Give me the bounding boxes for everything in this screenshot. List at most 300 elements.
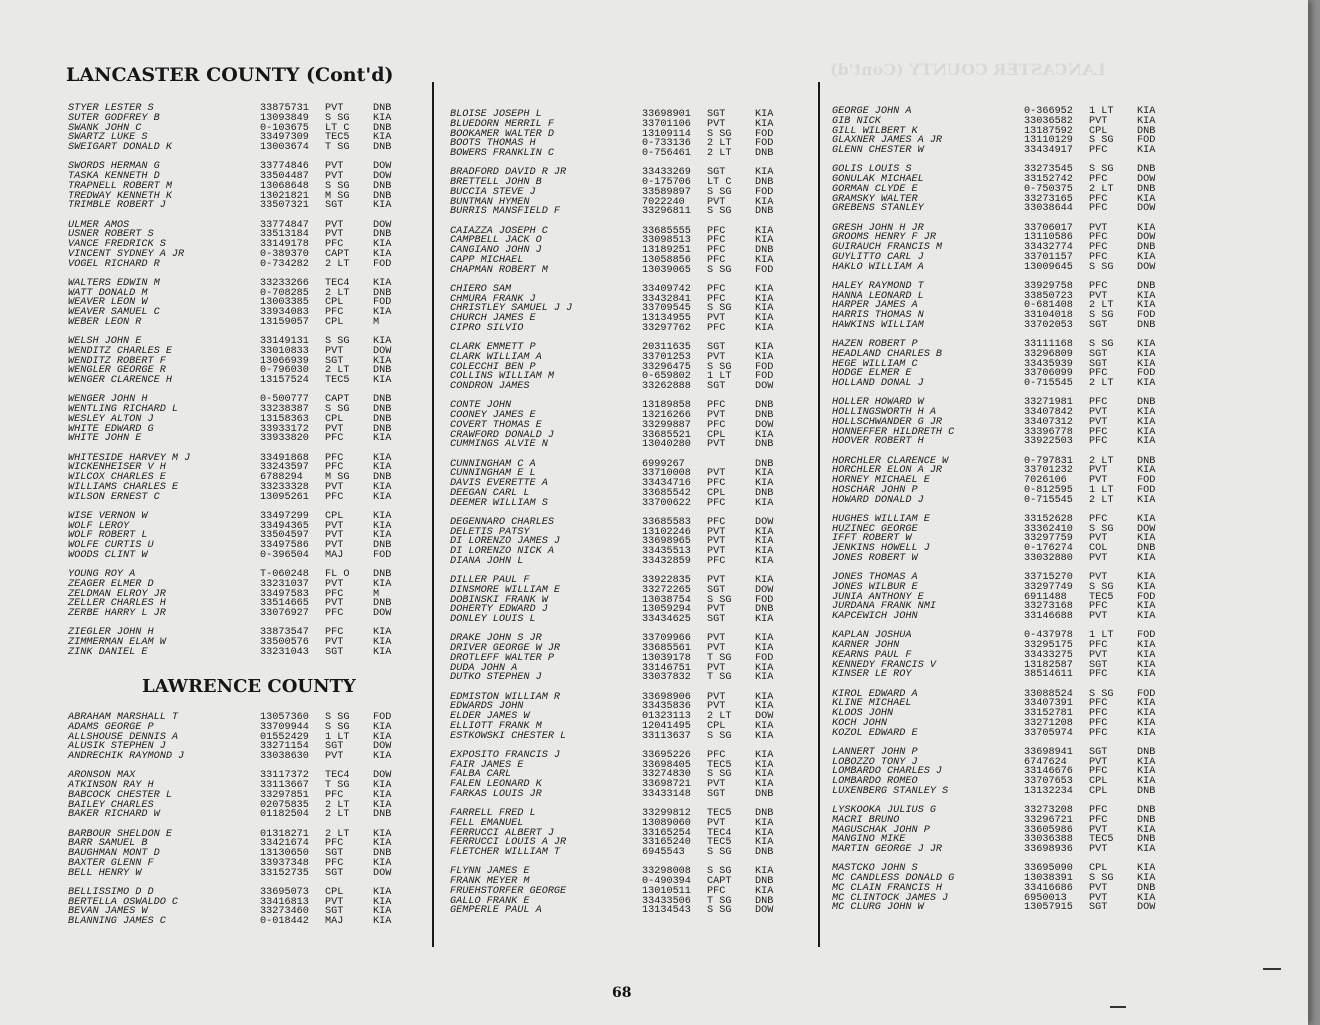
status-code: DNB	[373, 190, 392, 202]
serial-number: 13182587	[1024, 659, 1073, 671]
serial-number: 33685555	[642, 225, 691, 237]
status-code: KIA	[1137, 222, 1156, 234]
casualty-name: FARKAS LOUIS JR	[450, 788, 542, 800]
serial-number: 13040280	[642, 439, 691, 451]
status-code: KIA	[1137, 465, 1156, 477]
rank: PFC	[325, 838, 344, 850]
status-code: KIA	[1137, 193, 1156, 205]
serial-number: 33433506	[642, 895, 691, 907]
status-code: KIA	[755, 225, 774, 237]
rank: PVT	[707, 604, 726, 616]
casualty-name: ATKINSON RAY H	[68, 780, 154, 791]
casualty-name: DRIVER GEORGE W JR	[450, 643, 561, 654]
casualty-name: HALEY RAYMOND T	[832, 280, 924, 292]
rank: PVT	[707, 546, 726, 557]
serial-number: 33494365	[260, 520, 309, 532]
serial-number: 33272265	[642, 584, 691, 596]
rank: SGT	[325, 646, 344, 658]
casualty-name: GILL WILBERT K	[832, 125, 918, 137]
serial-number: 01552429	[260, 731, 309, 743]
rank: MAJ	[325, 549, 344, 561]
status-code: KIA	[373, 132, 392, 144]
status-code: DNB	[1137, 164, 1156, 176]
rank: 2 LT	[707, 148, 732, 159]
casualty-name: WHITE JOHN E	[68, 433, 142, 445]
rank: CPL	[707, 429, 726, 441]
rank: 2 LT	[325, 287, 350, 299]
serial-number: 13159057	[260, 316, 309, 328]
status-code: DNB	[1137, 242, 1156, 253]
serial-number: 33589897	[642, 186, 691, 198]
rank: PVT	[325, 229, 344, 241]
status-code: KIA	[373, 520, 392, 532]
casualty-name: DI LORENZO NICK A	[450, 546, 554, 557]
serial-number: 0-733136	[642, 138, 691, 150]
rank: PFC	[1089, 513, 1108, 525]
casualty-name: HODGE ELMER E	[832, 368, 912, 380]
casualty-name: HEGE WILLIAM C	[832, 358, 918, 370]
serial-number: 33507321	[260, 200, 309, 212]
casualty-name: GALLO FRANK E	[450, 895, 530, 907]
rank: PFC	[1089, 193, 1108, 205]
status-code: KIA	[755, 468, 774, 480]
rank: PVT	[325, 171, 344, 182]
casualty-name: BAXTER GLENN F	[68, 857, 154, 869]
casualty-name: DROTLEFF WALTER P	[450, 652, 554, 664]
status-code: DNB	[373, 404, 392, 415]
rank: CPL	[1089, 125, 1108, 137]
status-code: KIA	[755, 342, 774, 353]
status-code: KIA	[1137, 426, 1156, 438]
status-code: KIA	[755, 196, 774, 208]
rank: PVT	[325, 637, 344, 648]
status-code: KIA	[373, 530, 392, 542]
status-code: KIA	[373, 857, 392, 869]
serial-number: 33152742	[1024, 174, 1073, 185]
status-code: DNB	[373, 142, 392, 153]
status-code: KIA	[755, 769, 774, 781]
rank: PFC	[1089, 698, 1108, 710]
casualty-name: BLUEDORN MERRIL F	[450, 118, 554, 130]
rank: S SG	[1089, 581, 1114, 593]
casualty-name: TREDWAY KENNETH K	[68, 190, 172, 202]
casualty-name: ZEAGER ELMER D	[68, 578, 154, 590]
serial-number: 33435513	[642, 546, 691, 557]
casualty-name: ELDER JAMES W	[450, 711, 530, 722]
serial-number: 33152735	[260, 867, 309, 879]
rank: PVT	[707, 691, 726, 703]
status-code: DNB	[1137, 183, 1156, 195]
rank: T SG	[325, 142, 350, 153]
casualty-name: CUNNINGHAM E L	[450, 468, 536, 480]
casualty-name: HAZEN ROBERT P	[832, 339, 918, 350]
rank: PVT	[1089, 222, 1108, 234]
status-code: DNB	[1137, 746, 1156, 758]
serial-number: 33497299	[260, 510, 309, 522]
casualty-name: LYSKOOKA JULIUS G	[832, 805, 936, 816]
casualty-name: COLECCHI BEN P	[450, 361, 536, 373]
casualty-name: HOWARD DONALD J	[832, 494, 924, 506]
status-code: KIA	[1137, 533, 1156, 545]
rank: PVT	[1089, 844, 1108, 855]
rank: PVT	[325, 345, 344, 357]
serial-number: 33701253	[642, 351, 691, 363]
serial-number: 0-500777	[260, 394, 309, 406]
rank: LT C	[325, 122, 350, 134]
column-divider-right	[818, 82, 820, 947]
rank: MAJ	[325, 916, 344, 927]
rank: PVT	[325, 423, 344, 435]
rank: 2 LT	[707, 138, 732, 150]
serial-number: 33705974	[1024, 727, 1073, 739]
casualty-name: KENNEDY FRANCIS V	[832, 659, 936, 671]
status-code: DNB	[755, 604, 774, 616]
casualty-name: ADAMS GEORGE P	[68, 721, 154, 733]
casualty-name: SWORDS HERMAN G	[68, 161, 160, 173]
status-code: KIA	[755, 827, 774, 839]
status-code: KIA	[755, 109, 774, 120]
serial-number: 33497586	[260, 540, 309, 551]
status-code: FOD	[373, 297, 392, 309]
status-code: FOD	[1137, 368, 1156, 380]
serial-number: 0-715545	[1024, 378, 1073, 389]
rank: PFC	[325, 452, 344, 464]
rank: CPL	[1089, 776, 1108, 787]
status-code: DOW	[1137, 261, 1156, 273]
rank: 1 LT	[1089, 106, 1114, 117]
serial-number: 13109114	[642, 128, 691, 140]
casualty-name: BUCCIA STEVE J	[450, 186, 536, 198]
status-code: KIA	[755, 759, 774, 771]
serial-number: 33407391	[1024, 698, 1073, 710]
casualty-name: GIB NICK	[832, 115, 881, 127]
serial-number: 33273460	[260, 906, 309, 918]
serial-number: 33038630	[260, 751, 309, 762]
rank: PFC	[707, 235, 726, 247]
status-code: KIA	[373, 627, 392, 639]
casualty-name: LANNERT JOHN P	[832, 746, 918, 758]
serial-number: 33010833	[260, 345, 309, 357]
casualty-name: HAWKINS WILLIAM	[832, 319, 924, 331]
rank: M SG	[325, 472, 350, 483]
casualty-name: FALEN LEONARD K	[450, 779, 542, 790]
rank: SGT	[1089, 746, 1108, 758]
casualty-name: WENGLER GEORGE R	[68, 365, 166, 377]
casualty-name: GUIRAUCH FRANCIS M	[832, 242, 943, 253]
casualty-name: CUMMINGS ALVIE N	[450, 439, 548, 451]
serial-number: 13187592	[1024, 125, 1073, 137]
status-code: DNB	[755, 439, 774, 451]
status-code: KIA	[373, 780, 392, 791]
serial-number: 0-176274	[1024, 543, 1073, 554]
serial-number: 33098513	[642, 235, 691, 247]
serial-number: 33850723	[1024, 290, 1073, 302]
casualty-name: FERRUCCI LOUIS A JR	[450, 837, 567, 849]
casualty-name: WOODS CLINT W	[68, 549, 148, 561]
casualty-name: HUZINEC GEORGE	[832, 523, 918, 535]
rank: PFC	[1089, 232, 1108, 244]
rank: PFC	[707, 293, 726, 305]
rank: 2 LT	[1089, 300, 1114, 312]
rank: PFC	[707, 254, 726, 266]
casualty-name: MC CLURG JOHN W	[832, 902, 924, 914]
casualty-name: JONES ROBERT W	[832, 552, 918, 564]
status-code: KIA	[1137, 640, 1156, 651]
rank: CAPT	[325, 394, 350, 406]
serial-number: 13134543	[642, 905, 691, 917]
status-code: DNB	[373, 365, 392, 377]
rank: PFC	[1089, 601, 1108, 613]
status-code: DNB	[755, 876, 774, 887]
rank: PFC	[325, 491, 344, 503]
serial-number: 33702053	[1024, 319, 1073, 331]
serial-number: 33698405	[642, 759, 691, 771]
rank: PFC	[707, 245, 726, 256]
casualty-name: MANGINO MIKE	[832, 834, 906, 846]
serial-number: 33491868	[260, 452, 309, 464]
casualty-name: DUTKO STEPHEN J	[450, 672, 542, 684]
rank: PVT	[325, 598, 344, 610]
casualty-name: BAUGHMAN MONT D	[68, 848, 160, 859]
casualty-name: ESTKOWSKI CHESTER L	[450, 730, 567, 742]
rank: 2 LT	[1089, 183, 1114, 195]
casualty-name: HUGHES WILLIAM E	[832, 513, 930, 525]
casualty-name: STYER LESTER S	[68, 103, 154, 114]
serial-number: 33433269	[642, 167, 691, 179]
rank: S SG	[1089, 310, 1114, 321]
serial-number: 33774846	[260, 161, 309, 173]
casualty-name: KEARNS PAUL F	[832, 649, 912, 661]
casualty-name: MAGUSCHAK JOHN P	[832, 824, 930, 836]
serial-number: 13189858	[642, 400, 691, 412]
serial-number: 33088524	[1024, 688, 1073, 700]
casualty-name: JONES WILBUR E	[832, 581, 918, 593]
serial-number: 33295175	[1024, 640, 1073, 651]
serial-number: 33709966	[642, 633, 691, 645]
rank: PFC	[325, 462, 344, 474]
rank: SGT	[1089, 902, 1108, 914]
rank: TEC5	[1089, 834, 1114, 846]
status-code: KIA	[755, 283, 774, 295]
rank: SGT	[707, 584, 726, 596]
serial-number: 13039065	[642, 264, 691, 276]
status-code: KIA	[1137, 669, 1156, 681]
status-code: KIA	[1137, 581, 1156, 593]
rank: PVT	[1089, 824, 1108, 836]
casualty-name: BOWERS FRANKLIN C	[450, 148, 554, 159]
serial-number: 0-175706	[642, 177, 691, 188]
serial-number: 33146688	[1024, 611, 1073, 622]
status-code: DOW	[755, 381, 774, 392]
status-code: KIA	[1137, 708, 1156, 719]
casualty-name: DUDA JOHN A	[450, 662, 518, 674]
casualty-name: ALUSIK STEPHEN J	[68, 741, 166, 753]
serial-number: 33701106	[642, 118, 691, 130]
serial-number: 33274830	[642, 769, 691, 781]
rank: SGT	[1089, 659, 1108, 671]
rank: S SG	[1089, 339, 1114, 350]
rank: PVT	[1089, 552, 1108, 564]
status-code: KIA	[373, 916, 392, 927]
status-code: KIA	[1137, 698, 1156, 710]
rank: CPL	[1089, 863, 1108, 875]
rank: PVT	[1089, 649, 1108, 661]
serial-number: 33032880	[1024, 552, 1073, 564]
casualty-name: WHITE EDWARD G	[68, 423, 154, 435]
serial-number: 7022240	[642, 196, 685, 208]
rank: PFC	[1089, 805, 1108, 816]
rank: PVT	[1089, 115, 1108, 127]
rank: PFC	[1089, 766, 1108, 778]
status-code: DOW	[373, 219, 392, 231]
casualty-name: GLAXNER JAMES A JR	[832, 135, 943, 147]
status-code: DNB	[755, 487, 774, 499]
bleed-through-text: LANCASTER COUNTY (Cont'd)	[830, 60, 1106, 79]
serial-number: 13157524	[260, 375, 309, 386]
rank: PFC	[707, 497, 726, 509]
casualty-name: FARRELL FRED L	[450, 808, 536, 819]
rank: S SG	[1089, 688, 1114, 700]
serial-number: 33297851	[260, 789, 309, 801]
status-code: DOW	[1137, 902, 1156, 914]
rank: 2 LT	[325, 828, 350, 840]
casualty-name: CLARK WILLIAM A	[450, 351, 542, 363]
serial-number: 13057915	[1024, 902, 1073, 914]
serial-number: 33433148	[642, 788, 691, 800]
casualty-name: VOGEL RICHARD R	[68, 258, 160, 270]
rank: PVT	[325, 540, 344, 551]
status-code: KIA	[1137, 552, 1156, 564]
rank: PFC	[707, 555, 726, 567]
status-code: KIA	[755, 730, 774, 742]
serial-number: 33937348	[260, 857, 309, 869]
status-code: KIA	[373, 896, 392, 908]
status-code: KIA	[755, 614, 774, 625]
serial-number: 33146751	[642, 662, 691, 674]
rank: T SG	[325, 780, 350, 791]
status-code: KIA	[373, 799, 392, 811]
rank: PVT	[707, 526, 726, 538]
status-code: KIA	[755, 779, 774, 790]
serial-number: 33500576	[260, 637, 309, 648]
status-code: DNB	[373, 287, 392, 299]
rank: 2 LT	[707, 711, 732, 722]
serial-number: 33243597	[260, 462, 309, 474]
casualty-name: DAVIS EVERETTE A	[450, 478, 548, 489]
crop-mark	[1110, 1006, 1126, 1008]
casualty-name: KAPLAN JOSHUA	[832, 630, 912, 642]
rank: PVT	[707, 633, 726, 645]
casualty-name: DEEGAN CARL L	[450, 487, 530, 499]
casualty-name: GEORGE JOHN A	[832, 106, 912, 117]
rank: PVT	[1089, 611, 1108, 622]
status-code: DNB	[755, 788, 774, 800]
serial-number: 33297749	[1024, 581, 1073, 593]
status-code: DNB	[1137, 455, 1156, 467]
status-code: DNB	[373, 423, 392, 435]
casualty-name: COVERT THOMAS E	[450, 419, 542, 431]
status-code: KIA	[755, 429, 774, 441]
rank: PFC	[1089, 174, 1108, 185]
casualty-name: BURRIS MANSFIELD F	[450, 206, 561, 218]
serial-number: 33873547	[260, 627, 309, 639]
status-code: FOD	[755, 652, 774, 664]
status-code: KIA	[755, 691, 774, 703]
rank: S SG	[325, 404, 350, 415]
casualty-name: ZIMMERMAN ELAM W	[68, 637, 166, 648]
casualty-name: BRETTELL JOHN B	[450, 177, 542, 188]
serial-number: 33104018	[1024, 310, 1073, 321]
casualty-name: TASKA KENNETH D	[68, 171, 160, 182]
serial-number: 33922835	[642, 575, 691, 586]
status-code: KIA	[1137, 873, 1156, 884]
rank: COL	[1089, 543, 1108, 554]
serial-number: 0-715545	[1024, 494, 1073, 506]
casualty-name: BEVAN JAMES W	[68, 906, 148, 918]
crop-mark	[1263, 968, 1281, 970]
rank: CPL	[707, 487, 726, 499]
rank: PVT	[1089, 465, 1108, 477]
status-code: KIA	[373, 336, 392, 347]
serial-number: 33605986	[1024, 824, 1073, 836]
rank: PFC	[1089, 436, 1108, 448]
casualty-name: BUNTMAN HYMEN	[450, 196, 530, 208]
casualty-name: FAIR JAMES E	[450, 759, 524, 771]
rank: TEC5	[707, 808, 732, 819]
rank: PVT	[707, 468, 726, 480]
rank: PVT	[707, 536, 726, 548]
casualty-name: DILLER PAUL F	[450, 575, 530, 586]
casualty-name: MC CLAIN FRANCIS H	[832, 882, 943, 894]
status-code: KIA	[373, 433, 392, 445]
rank: SGT	[707, 342, 726, 353]
serial-number: 33435939	[1024, 358, 1073, 370]
status-code: KIA	[1137, 407, 1156, 418]
casualty-name: WEAVER SAMUEL C	[68, 307, 160, 318]
casualty-name: CANGIANO JOHN J	[450, 245, 542, 256]
serial-number: 33701232	[1024, 465, 1073, 477]
serial-number: 33273165	[1024, 193, 1073, 205]
serial-number: 0-734282	[260, 258, 309, 270]
serial-number: 33165254	[642, 827, 691, 839]
casualty-name: EDMISTON WILLIAM R	[450, 691, 561, 703]
status-code: DOW	[373, 345, 392, 357]
status-code: DNB	[373, 809, 392, 821]
casualty-name: COONEY JAMES E	[450, 410, 536, 421]
serial-number: 33238387	[260, 404, 309, 415]
casualty-name: WATT DONALD M	[68, 287, 148, 299]
status-code: KIA	[755, 313, 774, 324]
status-code: KIA	[1137, 727, 1156, 739]
serial-number: 33497583	[260, 588, 309, 600]
status-code: KIA	[373, 452, 392, 464]
rank: TEC5	[707, 759, 732, 771]
casualty-name: CLARK EMMETT P	[450, 342, 536, 353]
status-code: KIA	[373, 510, 392, 522]
casualty-name: GREBENS STANLEY	[832, 203, 924, 215]
casualty-name: BLOISE JOSEPH L	[450, 109, 542, 120]
casualty-name: CIPRO SILVIO	[450, 322, 524, 334]
serial-number: 33434625	[642, 614, 691, 625]
status-code: FOD	[755, 264, 774, 276]
rank: FL O	[325, 569, 350, 580]
rank: PVT	[707, 817, 726, 829]
rank: PVT	[325, 481, 344, 493]
status-code: KIA	[1137, 717, 1156, 729]
serial-number: 0-708285	[260, 287, 309, 299]
casualty-name: ZINK DANIEL E	[68, 646, 148, 658]
serial-number: 13134955	[642, 313, 691, 324]
